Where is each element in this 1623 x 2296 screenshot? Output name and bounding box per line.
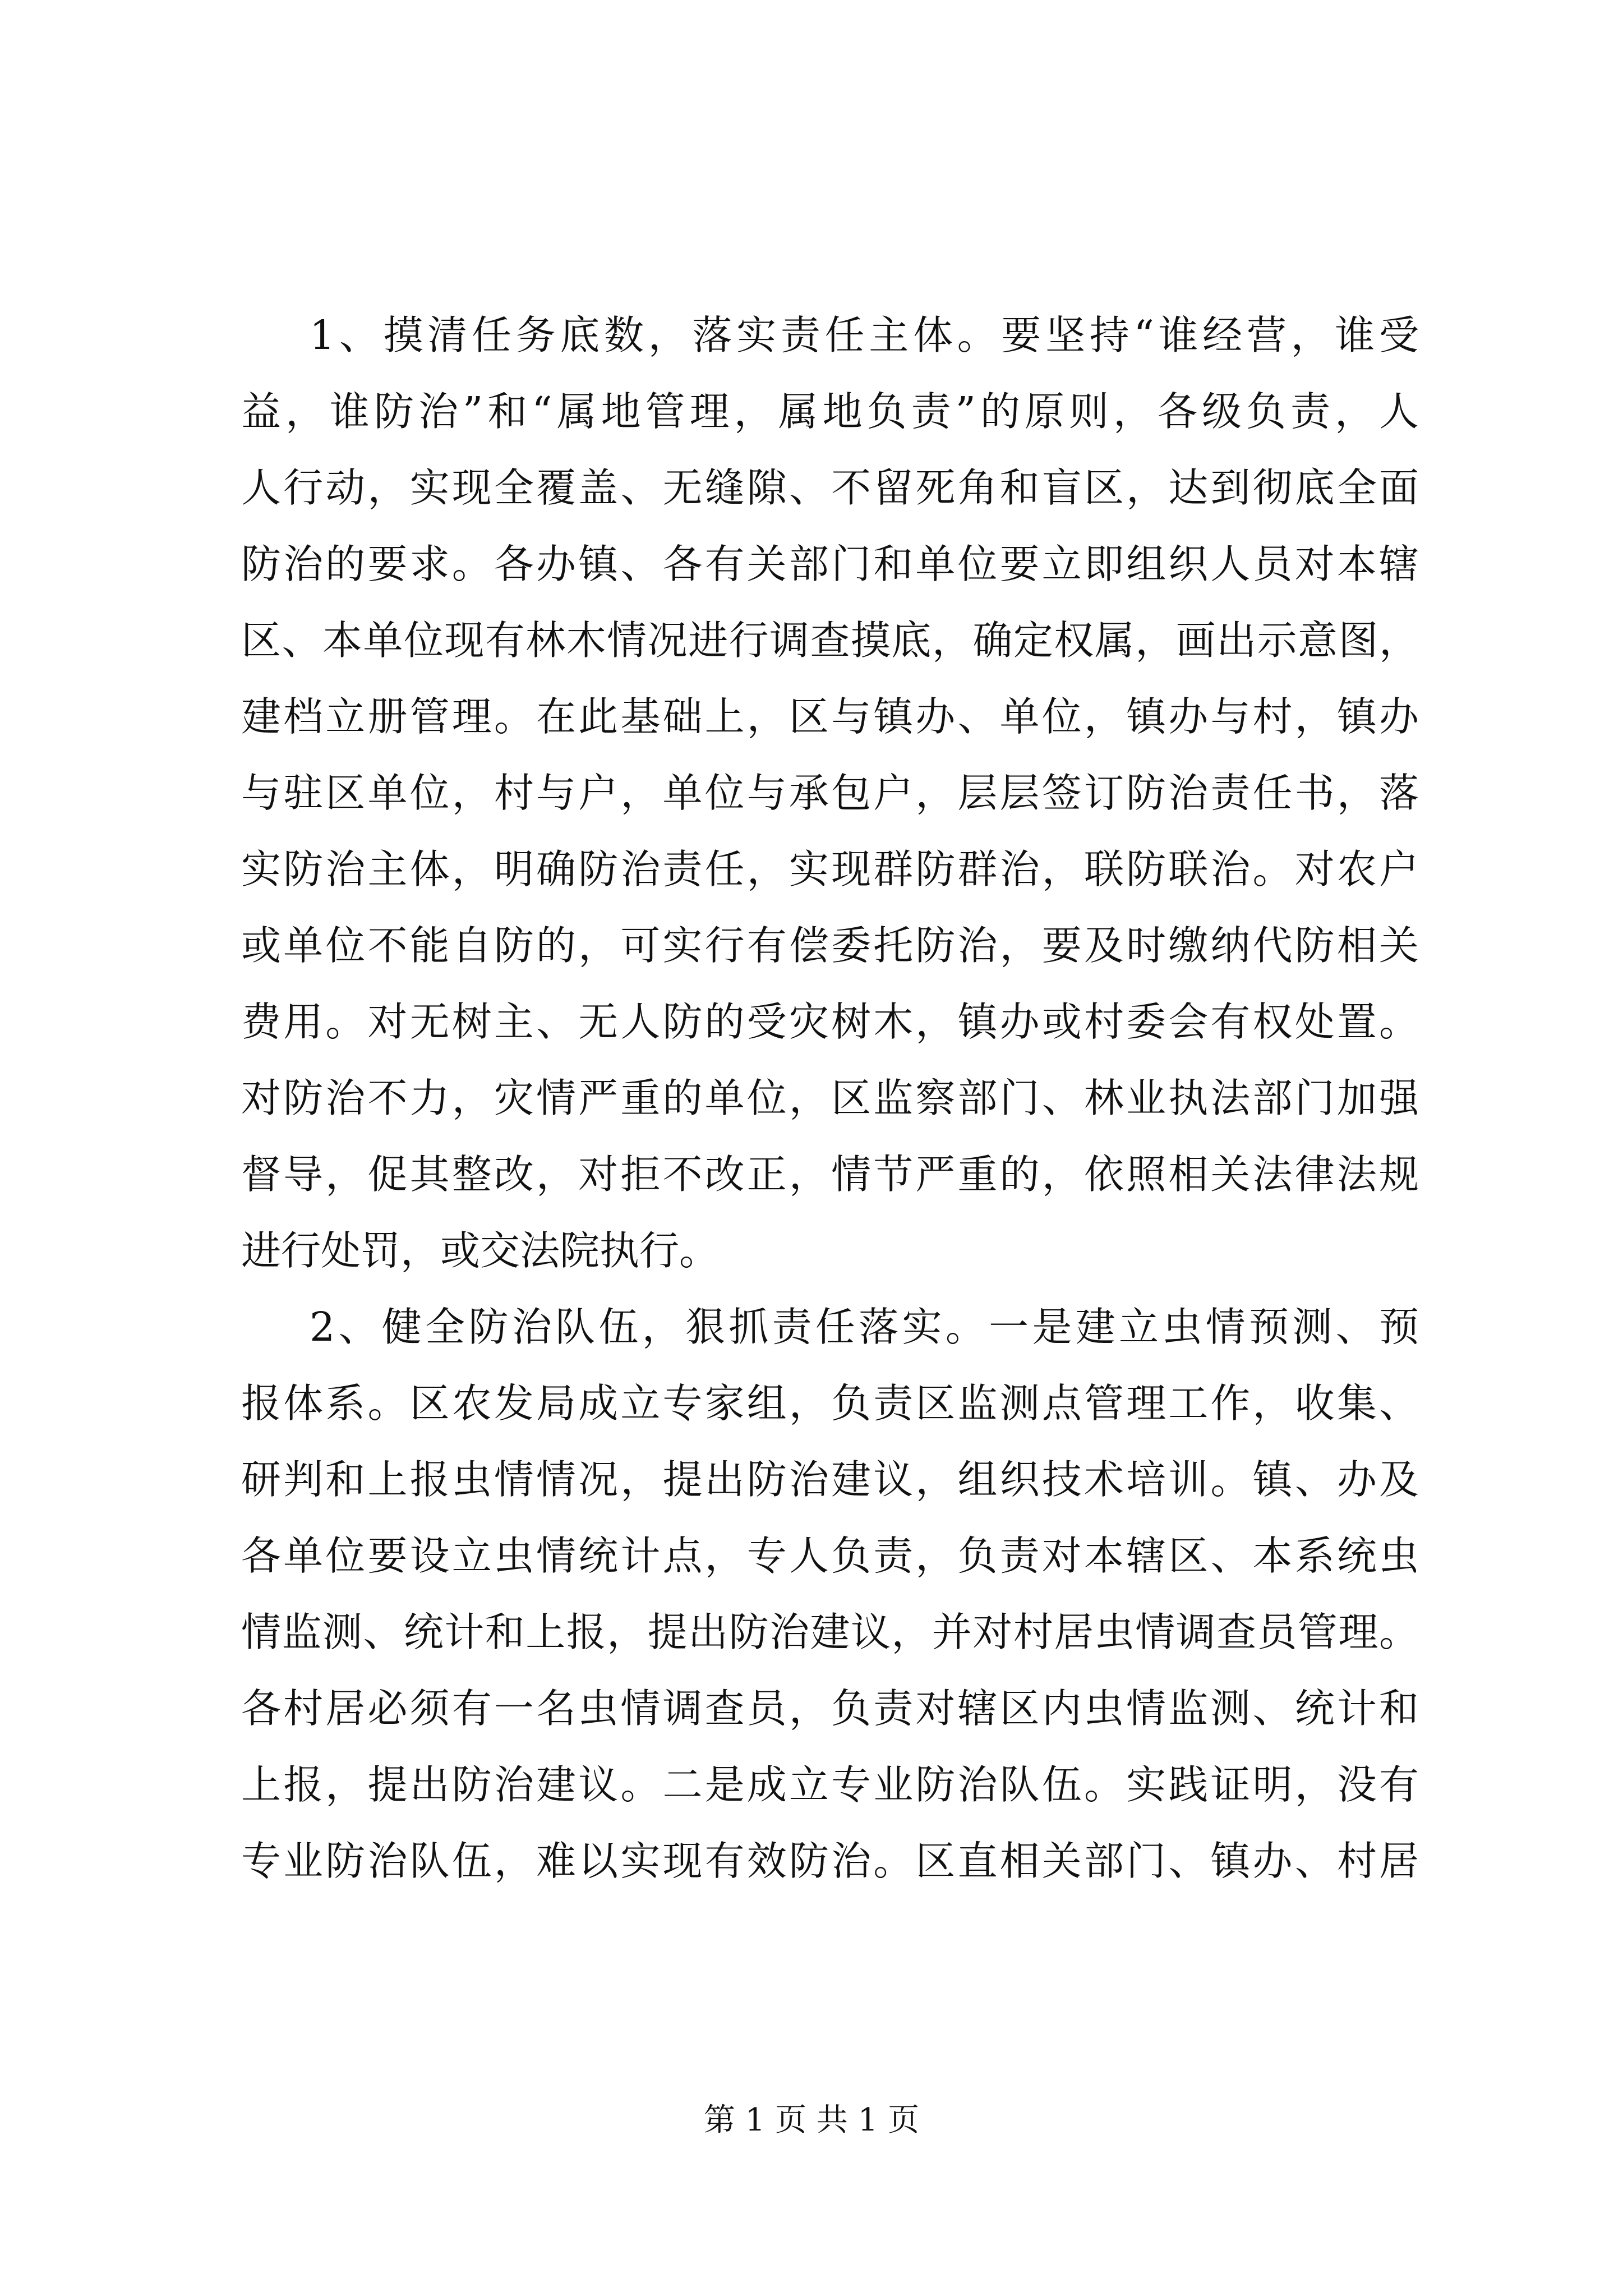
paragraph-line: 益，谁防治”和“属地管理，属地负责”的原则，各级负责，人 (241, 388, 1419, 435)
paragraph-line: 与驻区单位，村与户，单位与承包户，层层签订防治责任书，落 (241, 770, 1419, 816)
paragraph-line: 建档立册管理。在此基础上，区与镇办、单位，镇办与村，镇办 (241, 693, 1419, 740)
paragraph-line: 区、本单位现有林木情况进行调查摸底，确定权属，画出示意图， (241, 617, 1419, 664)
paragraph-line: 防治的要求。各办镇、各有关部门和单位要立即组织人员对本辖 (241, 541, 1419, 587)
paragraph-line: 进行处罚，或交法院执行。 (241, 1227, 720, 1274)
paragraph-line: 人行动，实现全覆盖、无缝隙、不留死角和盲区，达到彻底全面 (241, 464, 1419, 511)
paragraph-line: 情监测、统计和上报，提出防治建议，并对村居虫情调查员管理。 (241, 1609, 1419, 1655)
paragraph-line: 各单位要设立虫情统计点，专人负责，负责对本辖区、本系统虫 (241, 1533, 1419, 1579)
document-body (241, 297, 1419, 1899)
paragraph-line: 对防治不力，灾情严重的单位，区监察部门、林业执法部门加强 (241, 1075, 1419, 1121)
page-number-label: 第 1 页 共 1 页 (703, 2102, 920, 2138)
paragraph-line: 报体系。区农发局成立专家组，负责区监测点管理工作，收集、 (241, 1380, 1419, 1427)
paragraph-line: 或单位不能自防的，可实行有偿委托防治，要及时缴纳代防相关 (241, 922, 1419, 969)
paragraph-line: 专业防治队伍，难以实现有效防治。区直相关部门、镇办、村居 (241, 1838, 1419, 1884)
paragraph-line: 各村居必须有一名虫情调查员，负责对辖区内虫情监测、统计和 (241, 1685, 1419, 1732)
paragraph-line: 研判和上报虫情情况，提出防治建议，组织技术培训。镇、办及 (241, 1456, 1419, 1503)
paragraph-line: 督导，促其整改，对拒不改正，情节严重的，依照相关法律法规 (241, 1151, 1419, 1198)
page-footer (0, 2101, 1623, 2140)
paragraph-line: 费用。对无树主、无人防的受灾树木，镇办或村委会有权处置。 (241, 999, 1419, 1045)
paragraph-line: 上报，提出防治建议。二是成立专业防治队伍。实践证明，没有 (241, 1761, 1419, 1808)
paragraph-line: 实防治主体，明确防治责任，实现群防群治，联防联治。对农户 (241, 846, 1419, 892)
paragraph-line: 1、摸清任务底数，落实责任主体。要坚持“谁经营，谁受 (310, 312, 1419, 358)
paragraph-line: 2、健全防治队伍，狠抓责任落实。一是建立虫情预测、预 (310, 1304, 1419, 1350)
